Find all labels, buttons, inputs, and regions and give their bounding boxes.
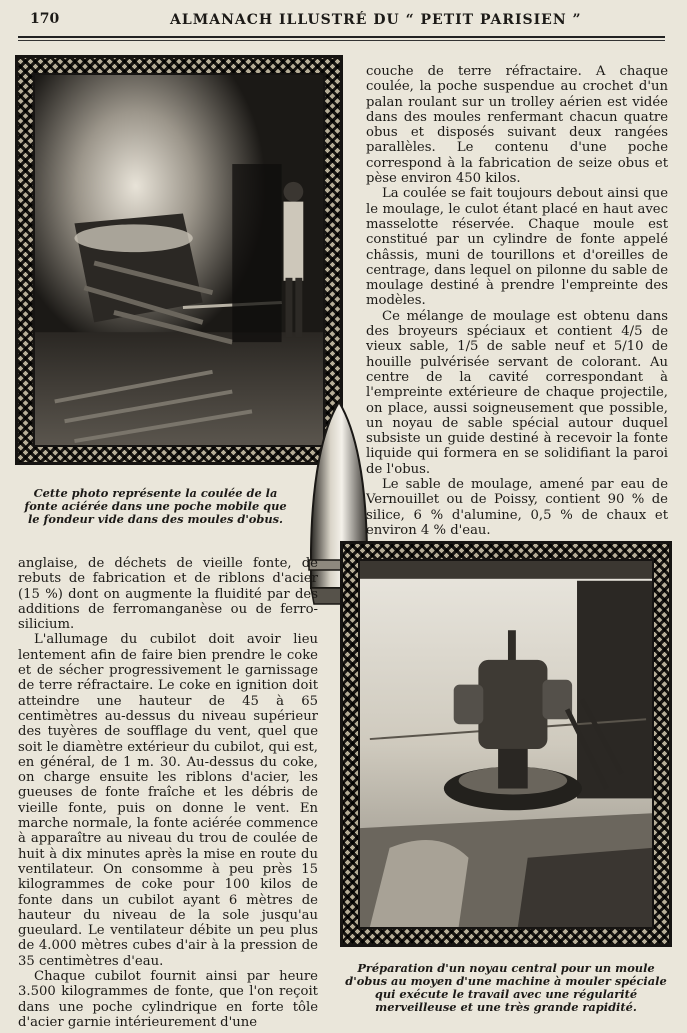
running-title: ALMANACH ILLUSTRÉ DU “ PETIT PARISIEN ”: [170, 12, 582, 28]
caption-photo-molding-machine: Préparation d'un noyau central pour un moule d'obus au moyen d'une machine à mouler spéciale qui exécute le travail avec une régularité merveilleuse et une très grande rapidité.: [345, 961, 667, 1014]
text-column-left: [18, 556, 318, 1030]
header-rule: [18, 36, 665, 38]
photo-frame-pouring: [15, 55, 343, 465]
text-column-right: [366, 64, 668, 538]
paragraph: Ce mélange de moulage est obtenu dans des broyeurs spéciaux et contient 4/5 de vieux sable, 1/5 de sable neuf et 5/10 de houille pulvérisée servant de colorant. Au centre de la cavité correspondant à l'empreinte extérieure de chaque projectile, on place, aussi soigneusement que possible, un noyau de sable spécial autour duquel subsiste un guide destiné à recevoir la fonte liquide qui formera en se solidifiant la paroi de l'obus.: [366, 308, 668, 477]
photo-molding-machine: [358, 559, 654, 929]
caption-photo-pouring: Cette photo représente la coulée de la fonte aciérée dans une poche mobile que le fondeur vide dans des moules d'obus.: [24, 486, 287, 526]
paragraph: Le sable de moulage, amené par eau de Vernouillet ou de Poissy, contient 90 % de silice, 6 % d'alumine, 0,5 % de chaux et environ 4 % d'eau.: [366, 477, 668, 538]
molding-machine-illustration: [360, 561, 652, 927]
page-number: 170: [30, 11, 60, 27]
photo-pouring: [33, 73, 325, 447]
photo-frame-molding-machine: [340, 541, 672, 947]
foundry-pouring-illustration: [35, 75, 323, 445]
paragraph: anglaise, de déchets de vieille fonte, de rebuts de fabrication et de riblons d'acier (15 %) dont on augmente la fluidité par des additions de ferromanganèse ou de ferro-silicium.: [18, 556, 318, 633]
header-rule-thin: [18, 40, 665, 41]
paragraph: couche de terre réfractaire. A chaque coulée, la poche suspendue au crochet d'un palan roulant sur un trolley aérien est vidée dans des moules renfermant chacun quatre obus et disposés suivant deux rangées parallèles. Le contenu d'une poche correspond à la fabrication de seize obus et pèse environ 450 kilos.: [366, 64, 668, 187]
paragraph: Chaque cubilot fournit ainsi par heure 3.500 kilogrammes de fonte, que l'on reçoit dans une poche cylindrique en forte tôle d'acier garnie intérieurement d'une: [18, 969, 318, 1030]
paragraph: La coulée se fait toujours debout ainsi que le moulage, le culot étant placé en haut avec masselotte réservée. Chaque moule est constitué par un cylindre de fonte appelé châssis, muni de tourillons et d'oreilles de centrage, dans lequel on pilonne du sable de moulage destiné à prendre l'empreinte des modèles.: [366, 186, 668, 309]
paragraph: L'allumage du cubilot doit avoir lieu lentement afin de faire bien prendre le coke et de sécher progressivement le garnissage de terre réfractaire. Le coke en ignition doit atteindre une hauteur de 45 à 65 centimètres au-dessus du niveau supérieur des tuyères de soufflage du vent, quel que soit le diamètre extérieur du cubilot, qui est, en général, de 1 m. 30. Au-dessus du coke, on charge ensuite les riblons d'acier, les gueuses de fonte fraîche et les débris de vieille fonte, puis on donne le vent. En marche normale, la fonte aciérée commence à apparaître au niveau du trou de coulée de huit à dix minutes après la mise en route du ventilateur. On consomme à peu près 15 kilogrammes de coke pour 100 kilos de fonte dans un cubilot ayant 6 mètres de hauteur du niveau de la sole jusqu'au gueulard. Le ventilateur débite un peu plus de 4.000 mètres cubes d'air à la pression de 35 centimètres d'eau.: [18, 632, 318, 969]
